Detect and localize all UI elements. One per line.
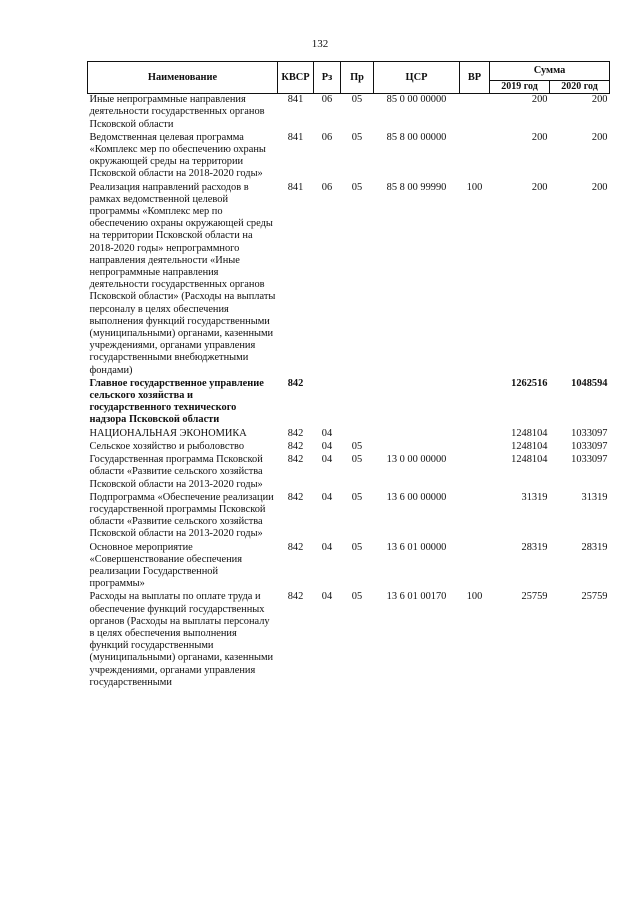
cell-csr: 13 6 01 00000 — [386, 541, 447, 553]
cell-name: Иные непрограммные направления деятельности государственных органов Псковской области — [89, 94, 265, 130]
header-pr: Пр — [341, 62, 374, 94]
cell-2020: 200 — [591, 94, 608, 106]
cell-2020: 200 — [591, 181, 608, 193]
table-body — [88, 94, 610, 690]
cell-vr: 100 — [466, 591, 483, 603]
header-vr: ВР — [460, 62, 490, 94]
cell-2019: 200 — [531, 94, 548, 106]
table-row — [88, 542, 610, 592]
page-number: 132 — [311, 38, 329, 50]
header-year-2020: 2020 год — [550, 81, 610, 94]
cell-vr: 100 — [466, 181, 483, 193]
cell-rz: 06 — [321, 181, 333, 193]
cell-vr — [460, 428, 490, 441]
cell-csr — [374, 378, 460, 428]
cell-pr: 05 — [351, 440, 363, 452]
cell-2019: 1248104 — [511, 427, 548, 439]
cell-rz: 04 — [321, 541, 333, 553]
cell-name: Главное государственное управление сельского хозяйства и государственного технического надзора Псковской области — [89, 377, 264, 426]
cell-pr — [341, 428, 374, 441]
cell-vr — [460, 542, 490, 592]
cell-kvsr: 842 — [287, 491, 304, 503]
header-kvsr: КВСР — [278, 62, 314, 94]
cell-kvsr: 842 — [287, 591, 304, 603]
cell-name: Сельское хозяйство и рыболовство — [89, 440, 245, 452]
header-year-2019: 2019 год — [490, 81, 550, 94]
cell-csr: 13 0 00 00000 — [386, 454, 447, 466]
cell-csr: 13 6 01 00170 — [386, 591, 447, 603]
cell-pr: 05 — [351, 94, 363, 106]
cell-rz: 04 — [321, 440, 333, 452]
cell-name: НАЦИОНАЛЬНАЯ ЭКОНОМИКА — [89, 427, 247, 439]
cell-pr: 05 — [351, 181, 363, 193]
cell-2019: 1248104 — [511, 454, 548, 466]
cell-name: Основное мероприятие «Совершенствование обеспечения реализации Государственной программы» — [89, 541, 243, 590]
cell-kvsr: 842 — [287, 427, 304, 439]
cell-2019: 25759 — [521, 591, 548, 603]
cell-2020: 28319 — [581, 541, 608, 553]
table-row — [88, 378, 610, 428]
cell-csr — [374, 441, 460, 454]
table-row — [88, 454, 610, 492]
header-name: Наименование — [88, 62, 278, 94]
cell-rz: 06 — [321, 131, 333, 143]
cell-2019: 31319 — [521, 491, 548, 503]
cell-rz: 04 — [321, 491, 333, 503]
cell-pr — [341, 378, 374, 428]
cell-csr: 85 8 00 00000 — [386, 131, 447, 143]
cell-2020: 1048594 — [571, 377, 608, 389]
cell-2020: 200 — [591, 131, 608, 143]
cell-kvsr: 842 — [287, 454, 304, 466]
cell-vr — [460, 441, 490, 454]
cell-name: Реализация направлений расходов в рамках ведомственной целевой программы «Комплекс мер по обеспечению охраны окружающей среды на территории Псковской области на 2018-2020 годы» непрограммного направления деятельности «Иные непрограммные направления деятельности государственных органов Псковской области» (Расходы на выплаты персоналу в целях обеспечения выполнения функций государственными (муниципальными) органами, казенными учреждениями, органами управления государственными внебюджетными фондами) — [89, 181, 276, 376]
header-sum: Сумма — [490, 62, 610, 81]
cell-name: Государственная программа Псковской области «Развитие сельского хозяйства Псковской области на 2013-2020 годы» — [89, 454, 263, 490]
cell-csr: 13 6 00 00000 — [386, 491, 447, 503]
cell-name: Ведомственная целевая программа «Комплекс мер по обеспечению охраны окружающей среды на территории Псковской области на 2018-2020 годы» — [89, 131, 266, 180]
cell-2020: 25759 — [581, 591, 608, 603]
cell-vr — [460, 492, 490, 542]
cell-kvsr: 841 — [287, 131, 304, 143]
cell-vr — [460, 132, 490, 182]
cell-2019: 28319 — [521, 541, 548, 553]
cell-pr: 05 — [351, 541, 363, 553]
cell-kvsr: 841 — [287, 94, 304, 106]
cell-rz: 04 — [321, 427, 333, 439]
cell-rz: 06 — [321, 94, 333, 106]
cell-rz — [314, 378, 341, 428]
cell-name: Расходы на выплаты по оплате труда и обеспечение функций государственных органов (Расходы на выплаты персоналу в целях обеспечения выполнения функций государственными (муниципальными) органами, казенными учреждениями, органами управления государственными — [89, 591, 274, 688]
cell-pr: 05 — [351, 591, 363, 603]
header-csr: ЦСР — [374, 62, 460, 94]
cell-2020: 31319 — [581, 491, 608, 503]
cell-pr: 05 — [351, 131, 363, 143]
cell-kvsr: 842 — [287, 377, 304, 389]
cell-kvsr: 842 — [287, 541, 304, 553]
cell-csr — [374, 428, 460, 441]
table-header — [88, 62, 610, 94]
table-row — [88, 428, 610, 441]
table-row — [88, 441, 610, 454]
cell-2019: 1262516 — [511, 377, 548, 389]
cell-2020: 1033097 — [571, 427, 608, 439]
cell-csr: 85 0 00 00000 — [386, 94, 447, 106]
cell-pr: 05 — [351, 491, 363, 503]
cell-pr: 05 — [351, 454, 363, 466]
cell-vr — [460, 378, 490, 428]
table-row — [88, 94, 610, 132]
cell-csr: 85 8 00 99990 — [386, 181, 447, 193]
cell-rz: 04 — [321, 591, 333, 603]
cell-vr — [460, 454, 490, 492]
cell-2020: 1033097 — [571, 440, 608, 452]
table-row — [88, 182, 610, 378]
table-row — [88, 132, 610, 182]
cell-name: Подпрограмма «Обеспечение реализации государственной программы Псковской области «Развитие сельского хозяйства Псковской области на 2013-2020 годы» — [89, 491, 274, 540]
cell-kvsr: 841 — [287, 181, 304, 193]
cell-kvsr: 842 — [287, 440, 304, 452]
table-row — [88, 492, 610, 542]
budget-table — [87, 61, 610, 690]
header-rz: Рз — [314, 62, 341, 94]
cell-2019: 200 — [531, 131, 548, 143]
cell-2019: 1248104 — [511, 440, 548, 452]
cell-vr — [460, 94, 490, 132]
table-row — [88, 591, 610, 690]
cell-rz: 04 — [321, 454, 333, 466]
cell-2020: 1033097 — [571, 454, 608, 466]
cell-2019: 200 — [531, 181, 548, 193]
